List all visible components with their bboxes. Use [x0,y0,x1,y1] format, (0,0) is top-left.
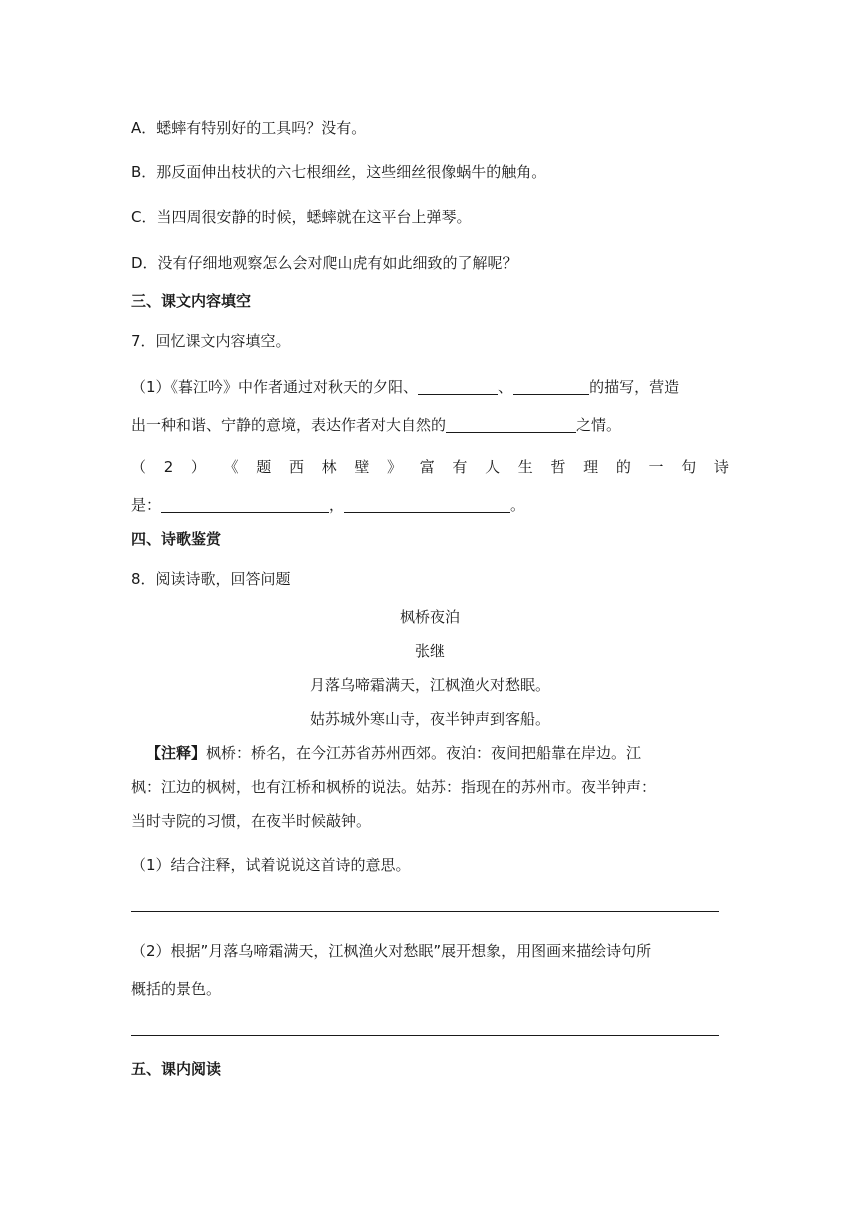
justified-char: 》 [387,458,403,476]
sub-question-1: （1）结合注释，试着说说这首诗的意思。 [131,856,411,874]
sub-question-2-line1: （2）根据”月落乌啼霜满天，江枫渔火对愁眠”展开想象，用图画来描绘诗句所 [131,942,652,960]
justified-char: 富 [419,458,435,476]
fill-in-1-text-c: 出一种和谐、宁静的意境，表达作者对大自然的 [131,416,447,434]
answer-blank[interactable] [446,416,576,433]
annotation-line-3: 当时寺院的习惯，在夜半时候敲钟。 [131,812,372,830]
justified-char: 西 [288,458,304,476]
answer-blank[interactable] [513,378,589,395]
justified-char: 一 [648,458,664,476]
section-five-heading: 五、课内阅读 [131,1060,222,1078]
poem-title: 枫桥夜泊 [399,608,460,626]
annotation-label: 【注释】 [146,744,207,762]
question-7: 7．回忆课文内容填空。 [131,332,291,350]
fill-in-2-line2 [131,494,525,516]
option-b: B．那反面伸出枝状的六七根细丝，这些细丝很像蜗牛的触角。 [131,163,547,181]
justified-char: 句 [681,458,697,476]
section-three-heading: 三、课文内容填空 [131,292,252,310]
fill-in-2-text-a: 是： [131,496,162,514]
fill-in-1-line2 [131,414,621,436]
answer-line-2[interactable] [131,1035,719,1036]
justified-char: 2 [163,458,174,476]
justified-char: 理 [583,458,599,476]
answer-blank[interactable] [344,496,510,513]
fill-in-2-line1 [131,456,729,478]
fill-in-1-text-b: 的描写，营造 [589,378,680,396]
fill-in-2-sep: ， [329,496,345,514]
justified-char: 人 [485,458,501,476]
option-c: C．当四周很安静的时候，蟋蟀就在这平台上弹琴。 [131,208,472,226]
annotation-text-1: 枫桥：桥名，在今江苏省苏州西郊。夜泊：夜间把船靠在岸边。江 [206,744,642,762]
option-a: A．蟋蟀有特别好的工具吗？没有。 [131,119,367,137]
sub-question-2-line2: 概括的景色。 [131,980,222,998]
justified-char: 哲 [550,458,566,476]
justified-char: 的 [615,458,631,476]
poem-line-1: 月落乌啼霜满天，江枫渔火对愁眠。 [309,676,550,694]
fill-in-1-text-a: （1）《暮江吟》中作者通过对秋天的夕阳、 [131,378,419,396]
fill-in-1-line1 [131,376,679,398]
justified-char: 林 [321,458,337,476]
section-four-heading: 四、诗歌鉴赏 [131,530,222,548]
answer-blank[interactable] [161,496,329,513]
option-d: D．没有仔细地观察怎么会对爬山虎有如此细致的了解呢？ [131,254,518,272]
fill-in-1-sep: 、 [498,378,514,396]
fill-in-1-text-d: 之情。 [576,416,622,434]
justified-char: （ [131,458,147,476]
poem-author: 张继 [414,642,445,660]
poem-line-2: 姑苏城外寒山寺，夜半钟声到客船。 [309,710,550,728]
justified-char: 有 [452,458,468,476]
annotation-line-1 [146,742,641,764]
justified-char: 生 [517,458,533,476]
answer-blank[interactable] [418,378,498,395]
annotation-line-2: 枫：江边的枫树，也有江桥和枫桥的说法。姑苏：指现在的苏州市。夜半钟声： [131,778,657,796]
justified-char: 壁 [354,458,370,476]
justified-char: 题 [256,458,272,476]
fill-in-2-end: 。 [510,496,526,514]
justified-char: ） [190,458,206,476]
question-8: 8．阅读诗歌，回答问题 [131,570,291,588]
justified-char: 诗 [713,458,729,476]
answer-line-1[interactable] [131,911,719,912]
justified-char: 《 [223,458,239,476]
